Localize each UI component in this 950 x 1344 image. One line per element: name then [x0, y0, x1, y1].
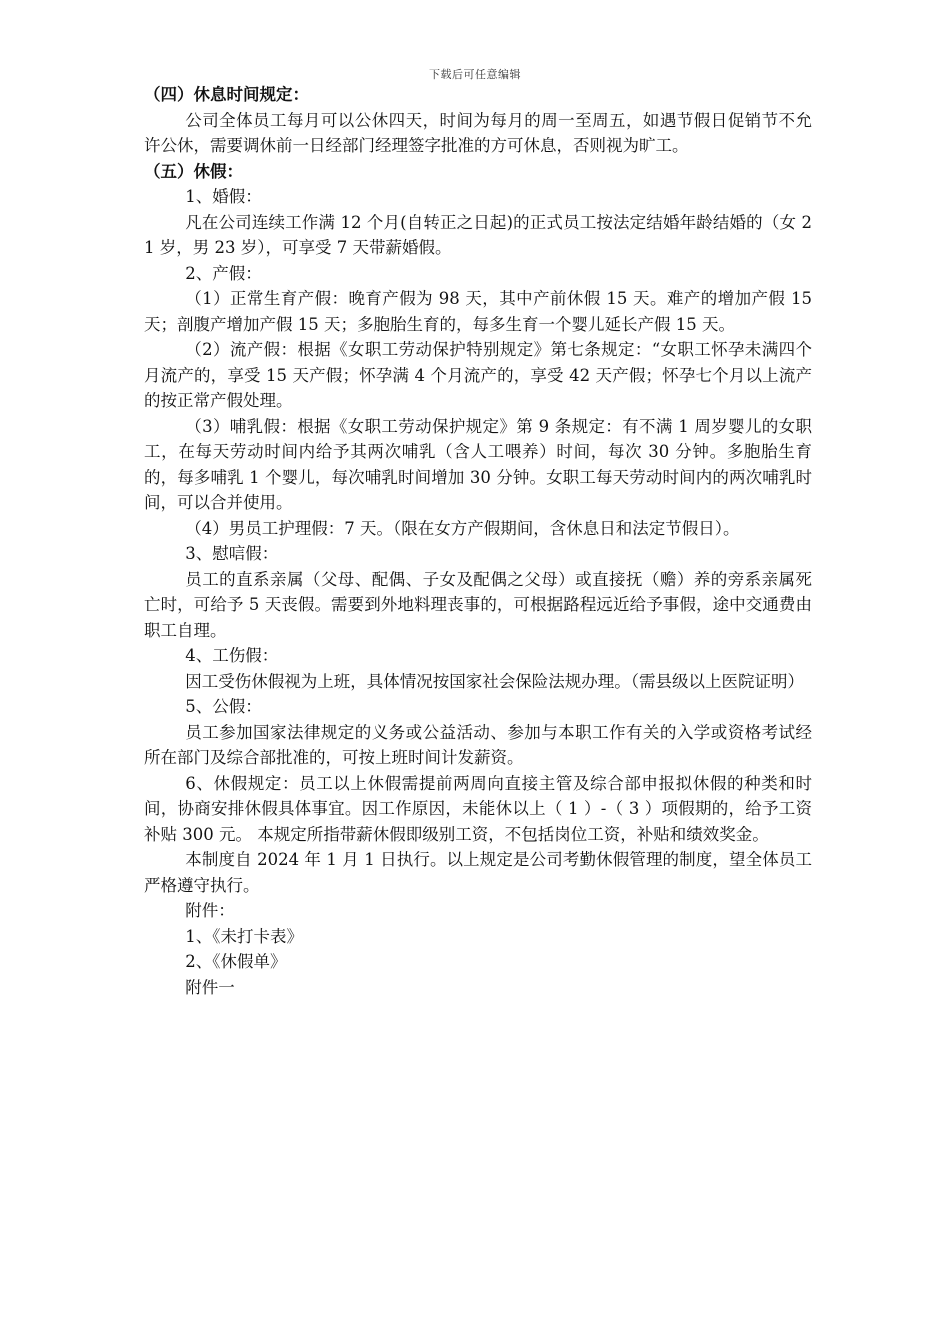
paragraph-effective-date: 本制度自 2024 年 1 月 1 日执行。以上规定是公司考勤休假管理的制度，望全体员工严格遵守执行。 [144, 850, 812, 895]
item-maternity-leave: 2、产假： [185, 263, 262, 283]
paragraph-nursing-leave: （3）哺乳假：根据《女职工劳动保护规定》第 9 条规定：有不满 1 周岁婴儿的女职工，在每天劳动时间内给予其两次哺乳（含人工喂养）时间，每次 30 分钟。多胞胎生育的，每多哺乳 1 个婴儿，每次哺乳时间增加 30 分钟。女职工每天劳动时间内的两次哺乳时间，可以合并使用。 [144, 416, 812, 512]
header-note: 下载后可任意编辑 [429, 68, 521, 81]
attachment-item-1: 1、《未打卡表》 [185, 926, 303, 946]
paragraph-marriage-leave: 凡在公司连续工作满 12 个月(自转正之日起)的正式员工按法定结婚年龄结婚的（女 21 岁，男 23 岁），可享受 7 天带薪婚假。 [144, 212, 812, 257]
paragraph-public-leave: 员工参加国家法律规定的义务或公益活动、参加与本职工作有关的入学或资格考试经所在部门及综合部批准的，可按上班时间计发薪资。 [144, 722, 812, 767]
section-heading-rest-time: （四）休息时间规定： [144, 85, 309, 104]
paragraph-normal-maternity: （1）正常生育产假：晚育产假为 98 天，其中产前休假 15 天。难产的增加产假 15天；剖腹产增加产假 15 天；多胞胎生育的，每多生育一个婴儿延长产假 15 天。 [144, 289, 812, 334]
item-injury-leave: 4、工伤假： [185, 646, 279, 665]
paragraph-leave-rules: 6、休假规定：员工以上休假需提前两周向直接主管及综合部申报拟休假的种类和时间，协商安排休假具体事宜。因工作原因，未能休以上（ 1 ）-（ 3 ）项假期的，给予工资补贴 300 元。 本规定所指带薪休假即级别工资，不包括岗位工资，补贴和绩效奖金。 [144, 773, 812, 844]
attachments-label: 附件： [185, 901, 235, 920]
attachment-one-label: 附件一 [185, 977, 235, 997]
item-bereavement-leave: 3、慰唁假： [185, 544, 279, 563]
item-public-leave: 5、公假： [185, 697, 262, 716]
attachment-item-2: 2、《休假单》 [185, 952, 287, 971]
item-marriage-leave: 1、婚假： [185, 187, 262, 206]
document-body [144, 82, 812, 1000]
paragraph-rest-rules: 公司全体员工每月可以公休四天，时间为每月的周一至周五，如遇节假日促销节不允许公休，需要调休前一日经部门经理签字批准的方可休息，否则视为旷工。 [144, 110, 812, 155]
paragraph-bereavement-leave: 员工的直系亲属（父母、配偶、子女及配偶之父母）或直接抚（赡）养的旁系亲属死亡时，可给予 5 天丧假。需要到外地料理丧事的，可根据路程远近给予事假，途中交通费由职工自理。 [144, 569, 812, 640]
section-heading-leave: （五）休假： [144, 161, 243, 181]
paragraph-miscarriage-leave: （2）流产假：根据《女职工劳动保护特别规定》第七条规定：“女职工怀孕未满四个月流产的，享受 15 天产假；怀孕满 4 个月流产的，享受 42 天产假；怀孕七个月以上流产的按正常产假处理。 [144, 340, 812, 410]
paragraph-injury-leave: 因工受伤休假视为上班，具体情况按国家社会保险法规办理。（需县级以上医院证明） [185, 671, 804, 691]
paragraph-paternity-leave: （4）男员工护理假：7 天。（限在女方产假期间，含休息日和法定节假日）。 [185, 518, 740, 538]
